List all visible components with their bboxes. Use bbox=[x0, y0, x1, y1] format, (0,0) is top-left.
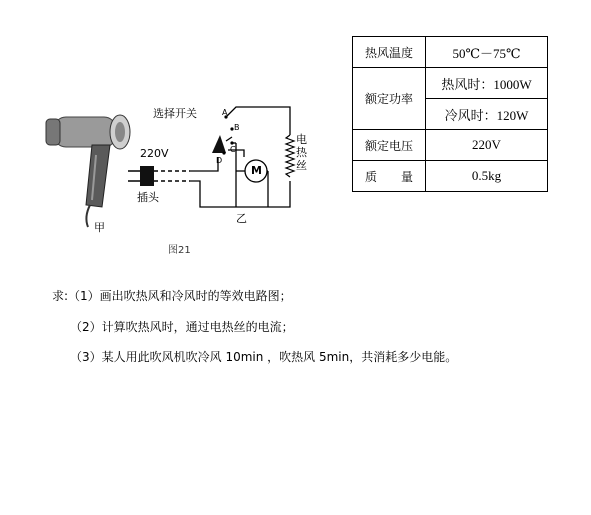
voltage-spec-value: 220V bbox=[426, 130, 548, 161]
cold-power-value: 冷风时：120W bbox=[426, 99, 548, 130]
hot-power-value: 热风时：1000W bbox=[426, 68, 548, 99]
hot-temp-value: 50℃－75℃ bbox=[426, 37, 548, 68]
spec-table bbox=[352, 36, 548, 192]
mass-label: 质 量 bbox=[353, 161, 426, 192]
terminal-d: D bbox=[216, 156, 223, 165]
hot-temp-label: 热风温度 bbox=[353, 37, 426, 68]
plug-label: 插头 bbox=[137, 191, 159, 204]
question-3: （3）某人用此吹风机吹冷风 10min ，吹热风 5min，共消耗多少电能。 bbox=[70, 350, 458, 364]
table-row bbox=[353, 130, 548, 161]
switch-label: 选择开关 bbox=[153, 107, 197, 120]
plug bbox=[128, 166, 190, 186]
table-row bbox=[353, 37, 548, 68]
voltage-label: 220V bbox=[140, 147, 169, 160]
hair-dryer-image bbox=[46, 115, 130, 227]
motor-label: M bbox=[251, 164, 262, 177]
label-jia: 甲 bbox=[94, 221, 105, 234]
table-row bbox=[353, 68, 548, 99]
heater-label: 电热丝 bbox=[296, 133, 307, 172]
terminal-c: C bbox=[230, 145, 236, 154]
question-1: 求:（1）画出吹热风和冷风时的等效电路图； bbox=[52, 289, 292, 303]
terminal-a: A bbox=[222, 108, 228, 117]
heating-wire-symbol bbox=[286, 135, 294, 177]
figure-caption: 图21 bbox=[168, 245, 191, 256]
power-label: 额定功率 bbox=[353, 68, 426, 130]
table-row bbox=[353, 161, 548, 192]
question-2: （2）计算吹热风时，通过电热丝的电流； bbox=[70, 320, 294, 334]
hair-dryer-figure bbox=[40, 95, 340, 260]
label-yi: 乙 bbox=[236, 212, 247, 225]
mass-value: 0.5kg bbox=[426, 161, 548, 192]
voltage-spec-label: 额定电压 bbox=[353, 130, 426, 161]
terminal-b: B bbox=[234, 123, 240, 132]
circuit-wires bbox=[190, 107, 290, 207]
